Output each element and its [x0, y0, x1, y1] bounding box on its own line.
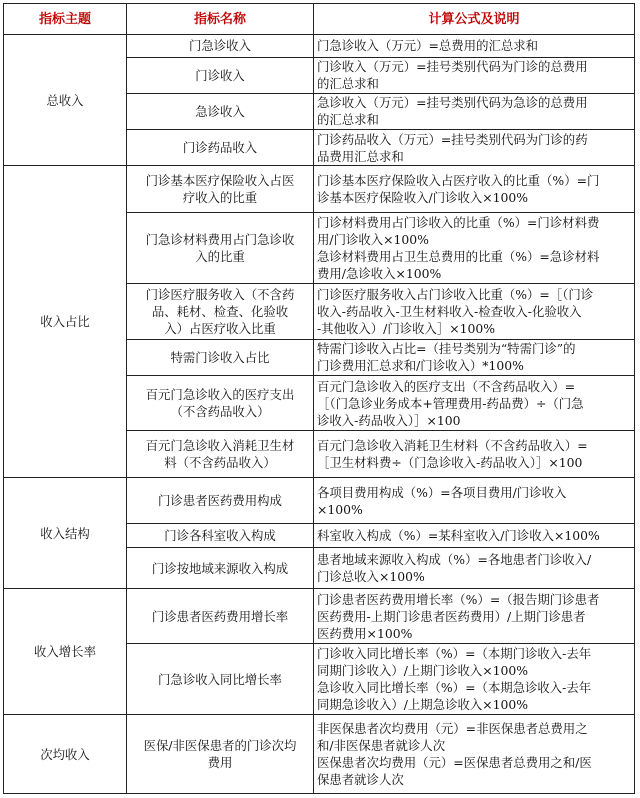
formula-cell [314, 524, 635, 548]
formula-line: 百元门急诊收入的医疗支出（不含药品收入）= [317, 378, 576, 394]
indicator-name-line: 门诊药品收入 [182, 140, 258, 156]
formula-line: 同期急诊收入）/上期急诊收入×100% [317, 697, 529, 713]
indicator-name-cell [127, 57, 314, 93]
indicator-name-line: 入）占医疗收入比重 [164, 320, 276, 336]
indicator-name-line: （不含药品收入） [170, 404, 270, 420]
formula-cell [314, 35, 635, 58]
formula-line: 医药费用-上期门诊患者医药费用）/上期门诊患者 [317, 608, 586, 624]
formula-line: ［（门急诊业务成本+管理费用-药品费）÷（门急 [317, 395, 584, 411]
indicator-name-line: 急诊收入 [195, 103, 245, 119]
indicator-name-line: 特需门诊收入占比 [170, 349, 270, 365]
theme-cell: 总收入 [4, 35, 127, 166]
indicator-name-line: 门急诊材料费用占门急诊收 [145, 231, 295, 247]
indicator-name-cell [127, 339, 314, 375]
formula-line: 保患者就诊人次 [317, 772, 404, 788]
formula-line: 科室收入构成（%）=某科室收入/门诊收入×100% [317, 528, 600, 544]
formula-line: ［卫生材料费÷（门急诊收入-药品收入）］×100 [317, 455, 583, 471]
theme-cell: 收入占比 [4, 166, 127, 478]
table-row [4, 166, 635, 212]
formula-line: 各项目费用构成（%）=各项目费用/门诊收入 [317, 484, 567, 500]
formula-line: 门诊总收入×100% [317, 569, 425, 585]
indicator-name-line: 门诊按地域来源收入构成 [151, 560, 289, 576]
formula-cell [314, 715, 635, 794]
formula-cell [314, 129, 635, 165]
formula-cell [314, 283, 635, 339]
formula-line: 急诊收入同比增长率（%）=（本期急诊收入-去年 [317, 680, 592, 696]
indicator-name-line: 入的比重 [195, 248, 245, 264]
indicator-name-cell [127, 283, 314, 339]
indicator-name-line: 门诊基本医疗保险收入占医 [145, 172, 295, 188]
theme-cell: 收入结构 [4, 477, 127, 589]
formula-cell [314, 431, 635, 477]
indicator-name-line: 门诊患者医药费用构成 [158, 493, 282, 509]
formula-line: 门诊患者医药费用增长率（%）=（报告期门诊患者 [317, 591, 600, 607]
indicator-name-line: 门急诊收入同比增长率 [158, 671, 282, 687]
indicator-name-line: 门诊患者医药费用增长率 [151, 608, 289, 624]
formula-cell [314, 477, 635, 523]
header-formula: 计算公式及说明 [314, 4, 635, 35]
indicator-name-cell [127, 212, 314, 283]
formula-cell [314, 212, 635, 283]
indicator-name-line: 料（不含药品收入） [164, 455, 276, 471]
formula-line: 用/门诊收入×100% [317, 231, 429, 247]
table-row [4, 35, 635, 58]
indicator-name-cell [127, 375, 314, 431]
formula-cell [314, 644, 635, 715]
formula-cell [314, 339, 635, 375]
indicator-name-line: 医保/非医保患者的门诊次均 [143, 738, 297, 754]
formula-cell [314, 548, 635, 589]
formula-cell [314, 166, 635, 212]
formula-cell [314, 375, 635, 431]
formula-cell [314, 57, 635, 93]
formula-cell [314, 589, 635, 644]
formula-line: 患者地域来源收入构成（%）=各地患者门诊收入/ [317, 552, 592, 568]
formula-cell [314, 93, 635, 129]
header-name: 指标名称 [127, 4, 314, 35]
table-row [4, 715, 635, 794]
indicator-name-cell [127, 548, 314, 589]
indicator-name-line: 品、耗材、检查、化验收 [151, 303, 289, 319]
formula-line: 急诊材料费用占卫生总费用的比重（%）=急诊材料 [317, 248, 600, 264]
indicator-name-cell [127, 166, 314, 212]
formula-line: 特需门诊收入占比=（挂号类别为“特需门诊”的 [317, 341, 576, 357]
formula-line: 门诊材料费用占门诊收入的比重（%）=门诊材料费 [317, 214, 600, 230]
formula-line: 医药费用×100% [317, 625, 413, 641]
formula-line: 费用/急诊收入×100% [317, 265, 442, 281]
formula-line: 门诊基本医疗保险收入占医疗收入的比重（%）=门 [317, 172, 600, 188]
indicator-name-line: 疗收入的比重 [182, 189, 258, 205]
theme-cell: 收入增长率 [4, 589, 127, 715]
indicator-name-cell [127, 93, 314, 129]
formula-line: -其他收入）/门诊收入］×100% [317, 320, 496, 336]
header-row [4, 4, 635, 35]
formula-line: 收入-药品收入-卫生材料收入-检查收入-化验收入 [317, 303, 582, 319]
indicator-name-cell [127, 589, 314, 644]
indicator-name-line: 门诊医疗服务收入（不含药 [145, 286, 295, 302]
formula-line: 和/非医保患者就诊人次 [317, 738, 446, 754]
formula-line: 品费用汇总求和 [317, 148, 404, 164]
indicator-name-cell [127, 35, 314, 58]
indicator-table [3, 3, 635, 794]
table-row [4, 589, 635, 644]
theme-cell: 次均收入 [4, 715, 127, 794]
formula-line: 的汇总求和 [317, 112, 379, 128]
formula-line: 门诊医疗服务收入占门诊收入比重（%）=［（门诊 [317, 286, 594, 302]
formula-line: 诊基本医疗保险收入/门诊收入×100% [317, 189, 529, 205]
indicator-name-line: 门急诊收入 [189, 38, 251, 54]
formula-line: 门诊收入同比增长率（%）=（本期门诊收入-去年 [317, 646, 592, 662]
indicator-name-cell [127, 431, 314, 477]
table-row [4, 477, 635, 523]
indicator-name-cell [127, 715, 314, 794]
formula-line: 门诊费用汇总求和/门诊收入）*100% [317, 358, 524, 374]
formula-line: 百元门急诊收入消耗卫生材料（不含药品收入）= [317, 438, 588, 454]
indicator-name-cell [127, 129, 314, 165]
formula-line: 门诊收入（万元）=挂号类别代码为门诊的总费用 [317, 59, 588, 75]
formula-line: 同期门诊收入）/上期门诊收入×100% [317, 663, 529, 679]
formula-line: ×100% [317, 501, 363, 517]
formula-line: 门急诊收入（万元）=总费用的汇总求和 [317, 38, 539, 54]
table-body [4, 35, 635, 794]
formula-line: 医保患者次均费用（元）=医保患者总费用之和/医 [317, 755, 592, 771]
indicator-name-line: 百元门急诊收入消耗卫生材 [145, 438, 295, 454]
header-theme: 指标主题 [4, 4, 127, 35]
indicator-name-cell [127, 477, 314, 523]
formula-line: 门诊药品收入（万元）=挂号类别代码为门诊的药 [317, 131, 588, 147]
indicator-name-cell [127, 524, 314, 548]
indicator-name-line: 门诊各科室收入构成 [164, 528, 276, 544]
formula-line: 非医保患者次均费用（元）=非医保患者总费用之 [317, 721, 588, 737]
indicator-name-cell [127, 644, 314, 715]
formula-line: 的汇总求和 [317, 76, 379, 92]
indicator-name-line: 百元门急诊收入的医疗支出 [145, 387, 295, 403]
indicator-name-line: 门诊收入 [195, 67, 245, 83]
indicator-name-line: 费用 [207, 755, 233, 771]
formula-line: 急诊收入（万元）=挂号类别代码为急诊的总费用 [317, 95, 588, 111]
formula-line: 诊收入-药品收入）］×100 [317, 412, 461, 428]
